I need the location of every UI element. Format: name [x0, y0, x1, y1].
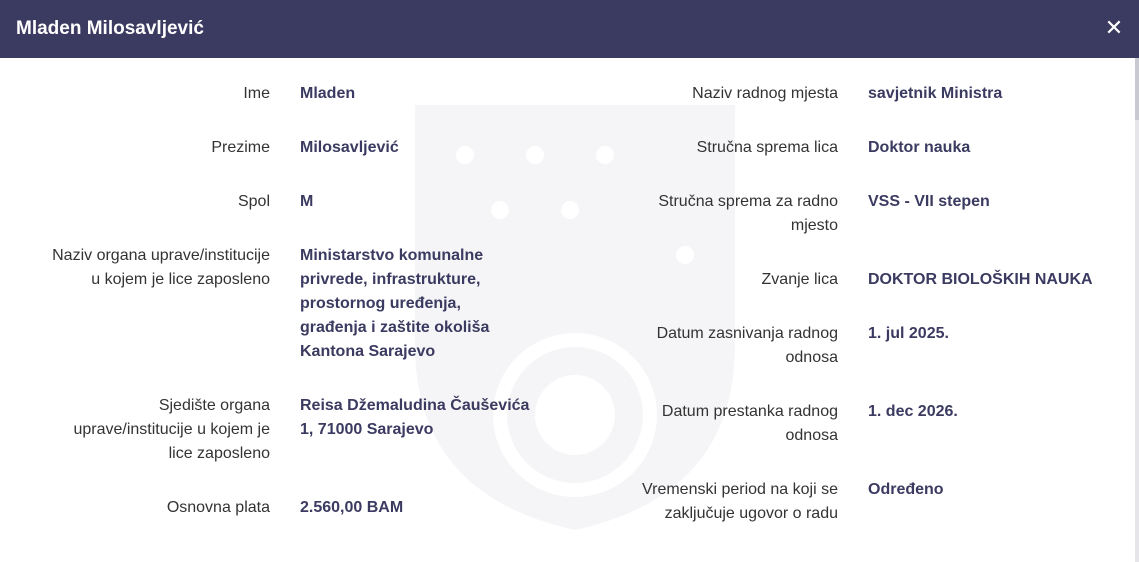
field-value: VSS - VII stepen	[868, 193, 990, 210]
field-value: Milosavljević	[300, 139, 399, 156]
field-label: Stručna sprema lica	[696, 139, 838, 156]
modal-header	[0, 0, 1139, 58]
field-label: Datum zasnivanja radnog odnosa	[656, 325, 838, 366]
field-value: Ministarstvo komunalne privrede, infrastrukture, prostornog uređenja, građenja i zaštite okoliša Kantona Sarajevo	[300, 247, 490, 360]
scrollbar-thumb[interactable]	[1135, 58, 1139, 120]
field-value: 1. dec 2026.	[868, 403, 958, 420]
modal-title: Mladen Milosavljević	[16, 18, 204, 39]
field-value: Reisa Džemaludina Čauševića 1, 71000 Sarajevo	[300, 397, 530, 438]
field-value: Mladen	[300, 85, 356, 102]
field-label: Osnovna plata	[166, 499, 270, 516]
field-value: savjetnik Ministra	[868, 85, 1003, 102]
field-value: M	[300, 193, 314, 210]
field-label: Zvanje lica	[761, 271, 838, 288]
field-label: Datum prestanka radnog odnosa	[661, 403, 838, 444]
field-label: Vremenski period na koji se zaključuje ugovor o radu	[642, 481, 838, 522]
scrollbar[interactable]	[1135, 58, 1139, 562]
field-value: DOKTOR BIOLOŠKIH NAUKA	[868, 271, 1093, 288]
field-value: Doktor nauka	[868, 139, 971, 156]
field-label: Prezime	[211, 139, 270, 156]
field-label: Spol	[237, 193, 270, 210]
field-label: Sjedište organa uprave/institucije u kojem je lice zaposleno	[73, 397, 270, 462]
field-label: Naziv organa uprave/institucije u kojem je lice zaposleno	[52, 247, 270, 288]
field-value: 1. jul 2025.	[868, 325, 949, 342]
field-label: Ime	[243, 85, 270, 102]
field-value: Određeno	[868, 481, 944, 498]
field-label: Naziv radnog mjesta	[692, 85, 838, 102]
field-value: 2.560,00 BAM	[300, 499, 404, 516]
close-icon[interactable]: ✕	[1104, 15, 1124, 40]
field-label: Stručna sprema za radno mjesto	[658, 193, 838, 234]
